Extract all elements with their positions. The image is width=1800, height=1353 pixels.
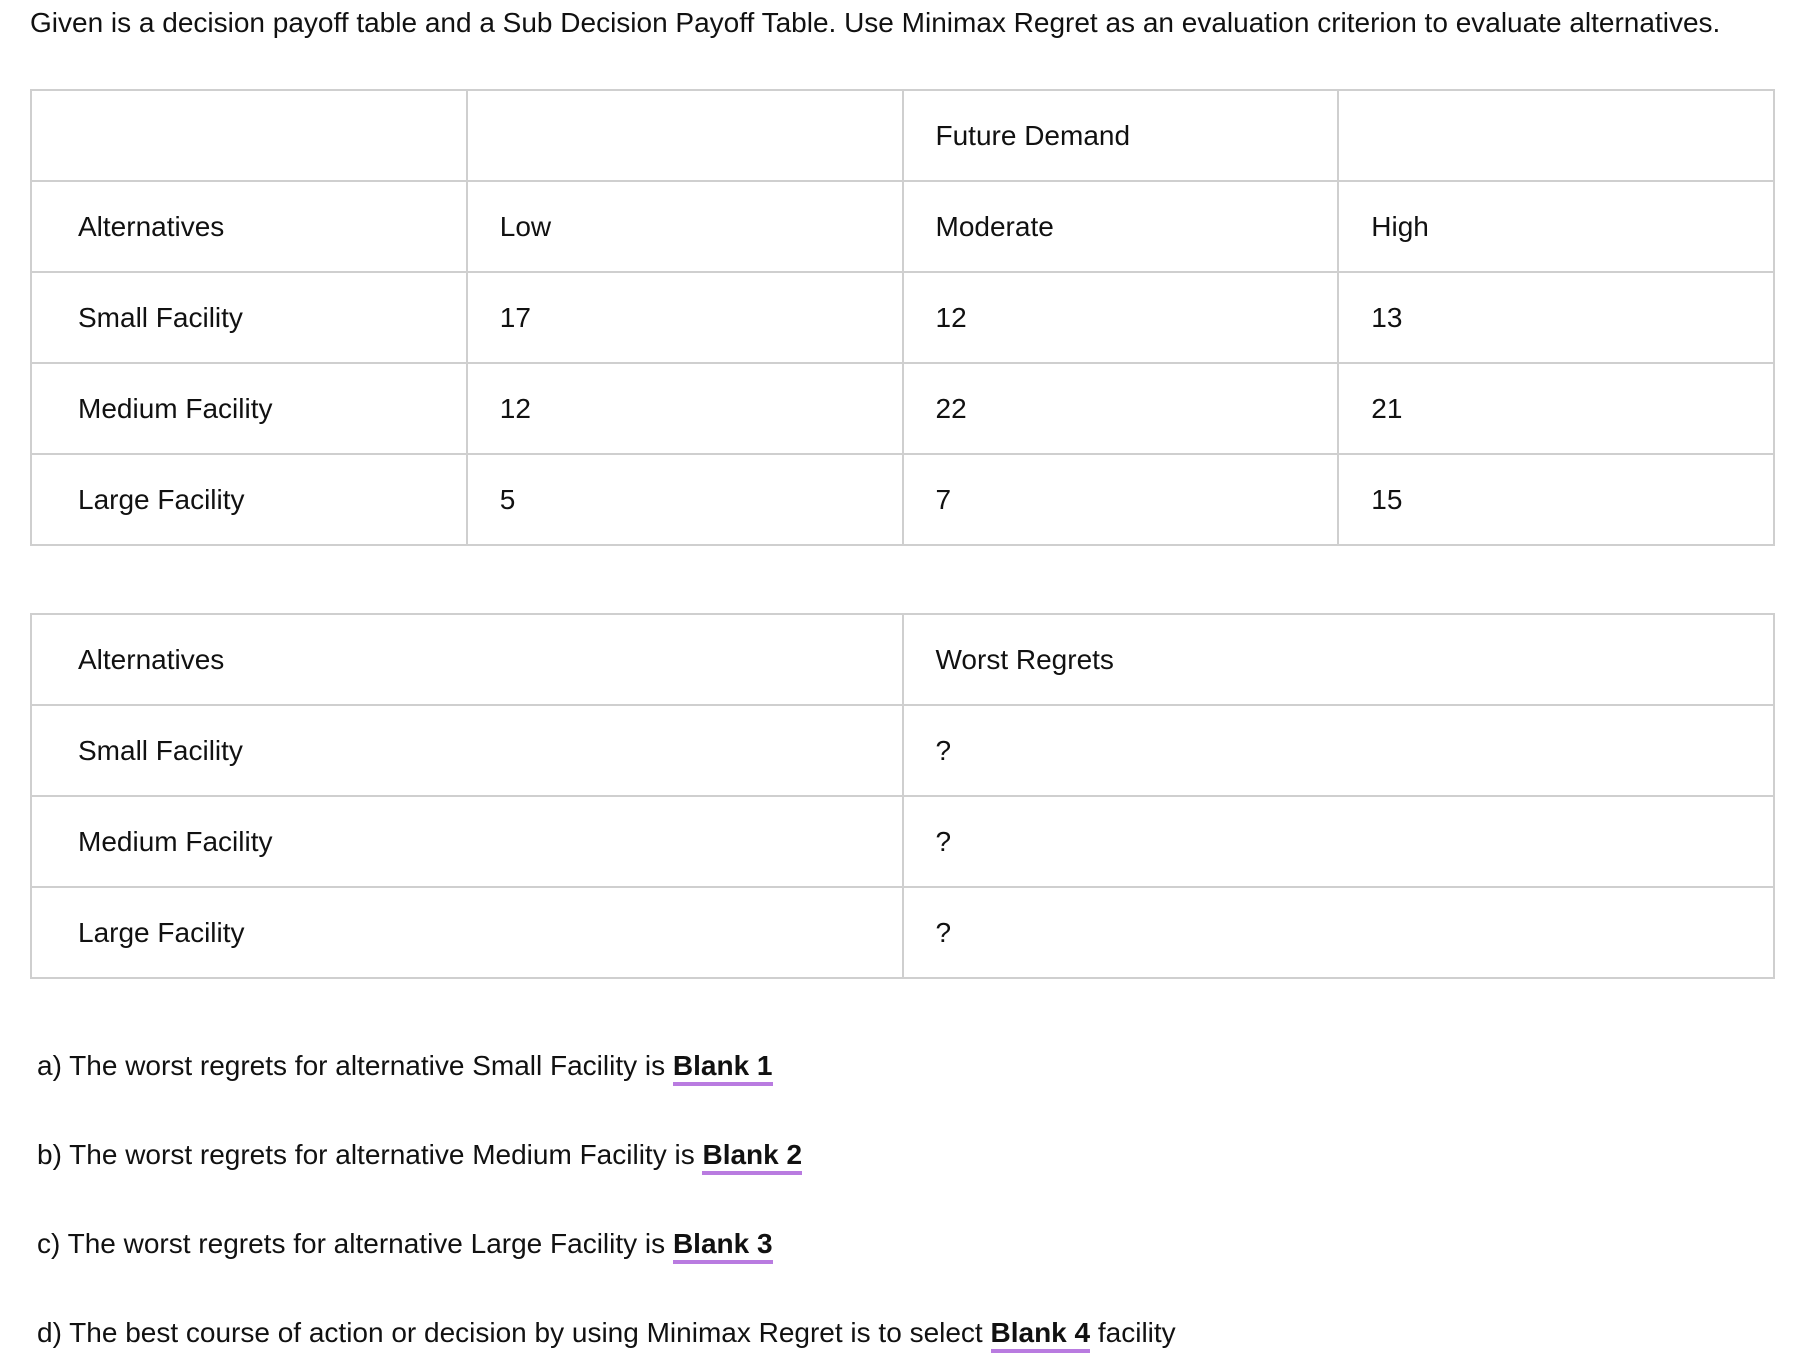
table-row <box>31 454 1774 545</box>
column-header: Worst Regrets <box>903 614 1775 705</box>
table-header-row <box>31 181 1774 272</box>
table-cell <box>1338 90 1774 181</box>
question-text: b) The worst regrets for alternative Medium Facility is <box>37 1139 703 1170</box>
alternative-name: Large Facility <box>31 454 467 545</box>
question-intro: Given is a decision payoff table and a Sub Decision Payoff Table. Use Minimax Regret as an evaluation criterion to evaluate alternatives. <box>30 7 1721 38</box>
blank-1-field[interactable]: Blank 1 <box>673 1051 773 1086</box>
alternative-name: Large Facility <box>31 887 903 978</box>
column-header: Alternatives <box>31 181 467 272</box>
column-header: Alternatives <box>31 614 903 705</box>
blank-2-field[interactable]: Blank 2 <box>702 1140 802 1175</box>
worst-regret-value: ? <box>903 887 1775 978</box>
question-suffix: facility <box>1090 1317 1176 1348</box>
question-b <box>37 1138 802 1175</box>
blank-3-field[interactable]: Blank 3 <box>673 1229 773 1264</box>
table-row <box>31 90 1774 181</box>
payoff-value: 13 <box>1338 272 1774 363</box>
payoff-value: 7 <box>903 454 1339 545</box>
payoff-value: 12 <box>467 363 903 454</box>
table-header-row <box>31 614 1774 705</box>
alternative-name: Medium Facility <box>31 796 903 887</box>
table-cell <box>467 90 903 181</box>
table-row <box>31 887 1774 978</box>
question-text: a) The worst regrets for alternative Small Facility is <box>37 1050 673 1081</box>
future-demand-header: Future Demand <box>903 90 1339 181</box>
column-header: Low <box>467 181 903 272</box>
question-text: d) The best course of action or decision by using Minimax Regret is to select <box>37 1317 991 1348</box>
column-header: Moderate <box>903 181 1339 272</box>
table-row <box>31 796 1774 887</box>
column-header: High <box>1338 181 1774 272</box>
payoff-value: 21 <box>1338 363 1774 454</box>
worst-regret-value: ? <box>903 796 1775 887</box>
question-c <box>37 1227 773 1264</box>
alternative-name: Small Facility <box>31 272 467 363</box>
blank-4-field[interactable]: Blank 4 <box>991 1318 1091 1353</box>
table-cell <box>31 90 467 181</box>
alternative-name: Small Facility <box>31 705 903 796</box>
payoff-value: 12 <box>903 272 1339 363</box>
payoff-value: 5 <box>467 454 903 545</box>
payoff-value: 17 <box>467 272 903 363</box>
question-a <box>37 1049 773 1086</box>
question-text: c) The worst regrets for alternative Large Facility is <box>37 1228 673 1259</box>
alternative-name: Medium Facility <box>31 363 467 454</box>
table-row <box>31 272 1774 363</box>
table-row <box>31 363 1774 454</box>
payoff-value: 22 <box>903 363 1339 454</box>
payoff-value: 15 <box>1338 454 1774 545</box>
worst-regret-value: ? <box>903 705 1775 796</box>
table-row <box>31 705 1774 796</box>
question-d <box>37 1316 1176 1353</box>
regret-table <box>30 613 1775 979</box>
payoff-table <box>30 89 1775 546</box>
